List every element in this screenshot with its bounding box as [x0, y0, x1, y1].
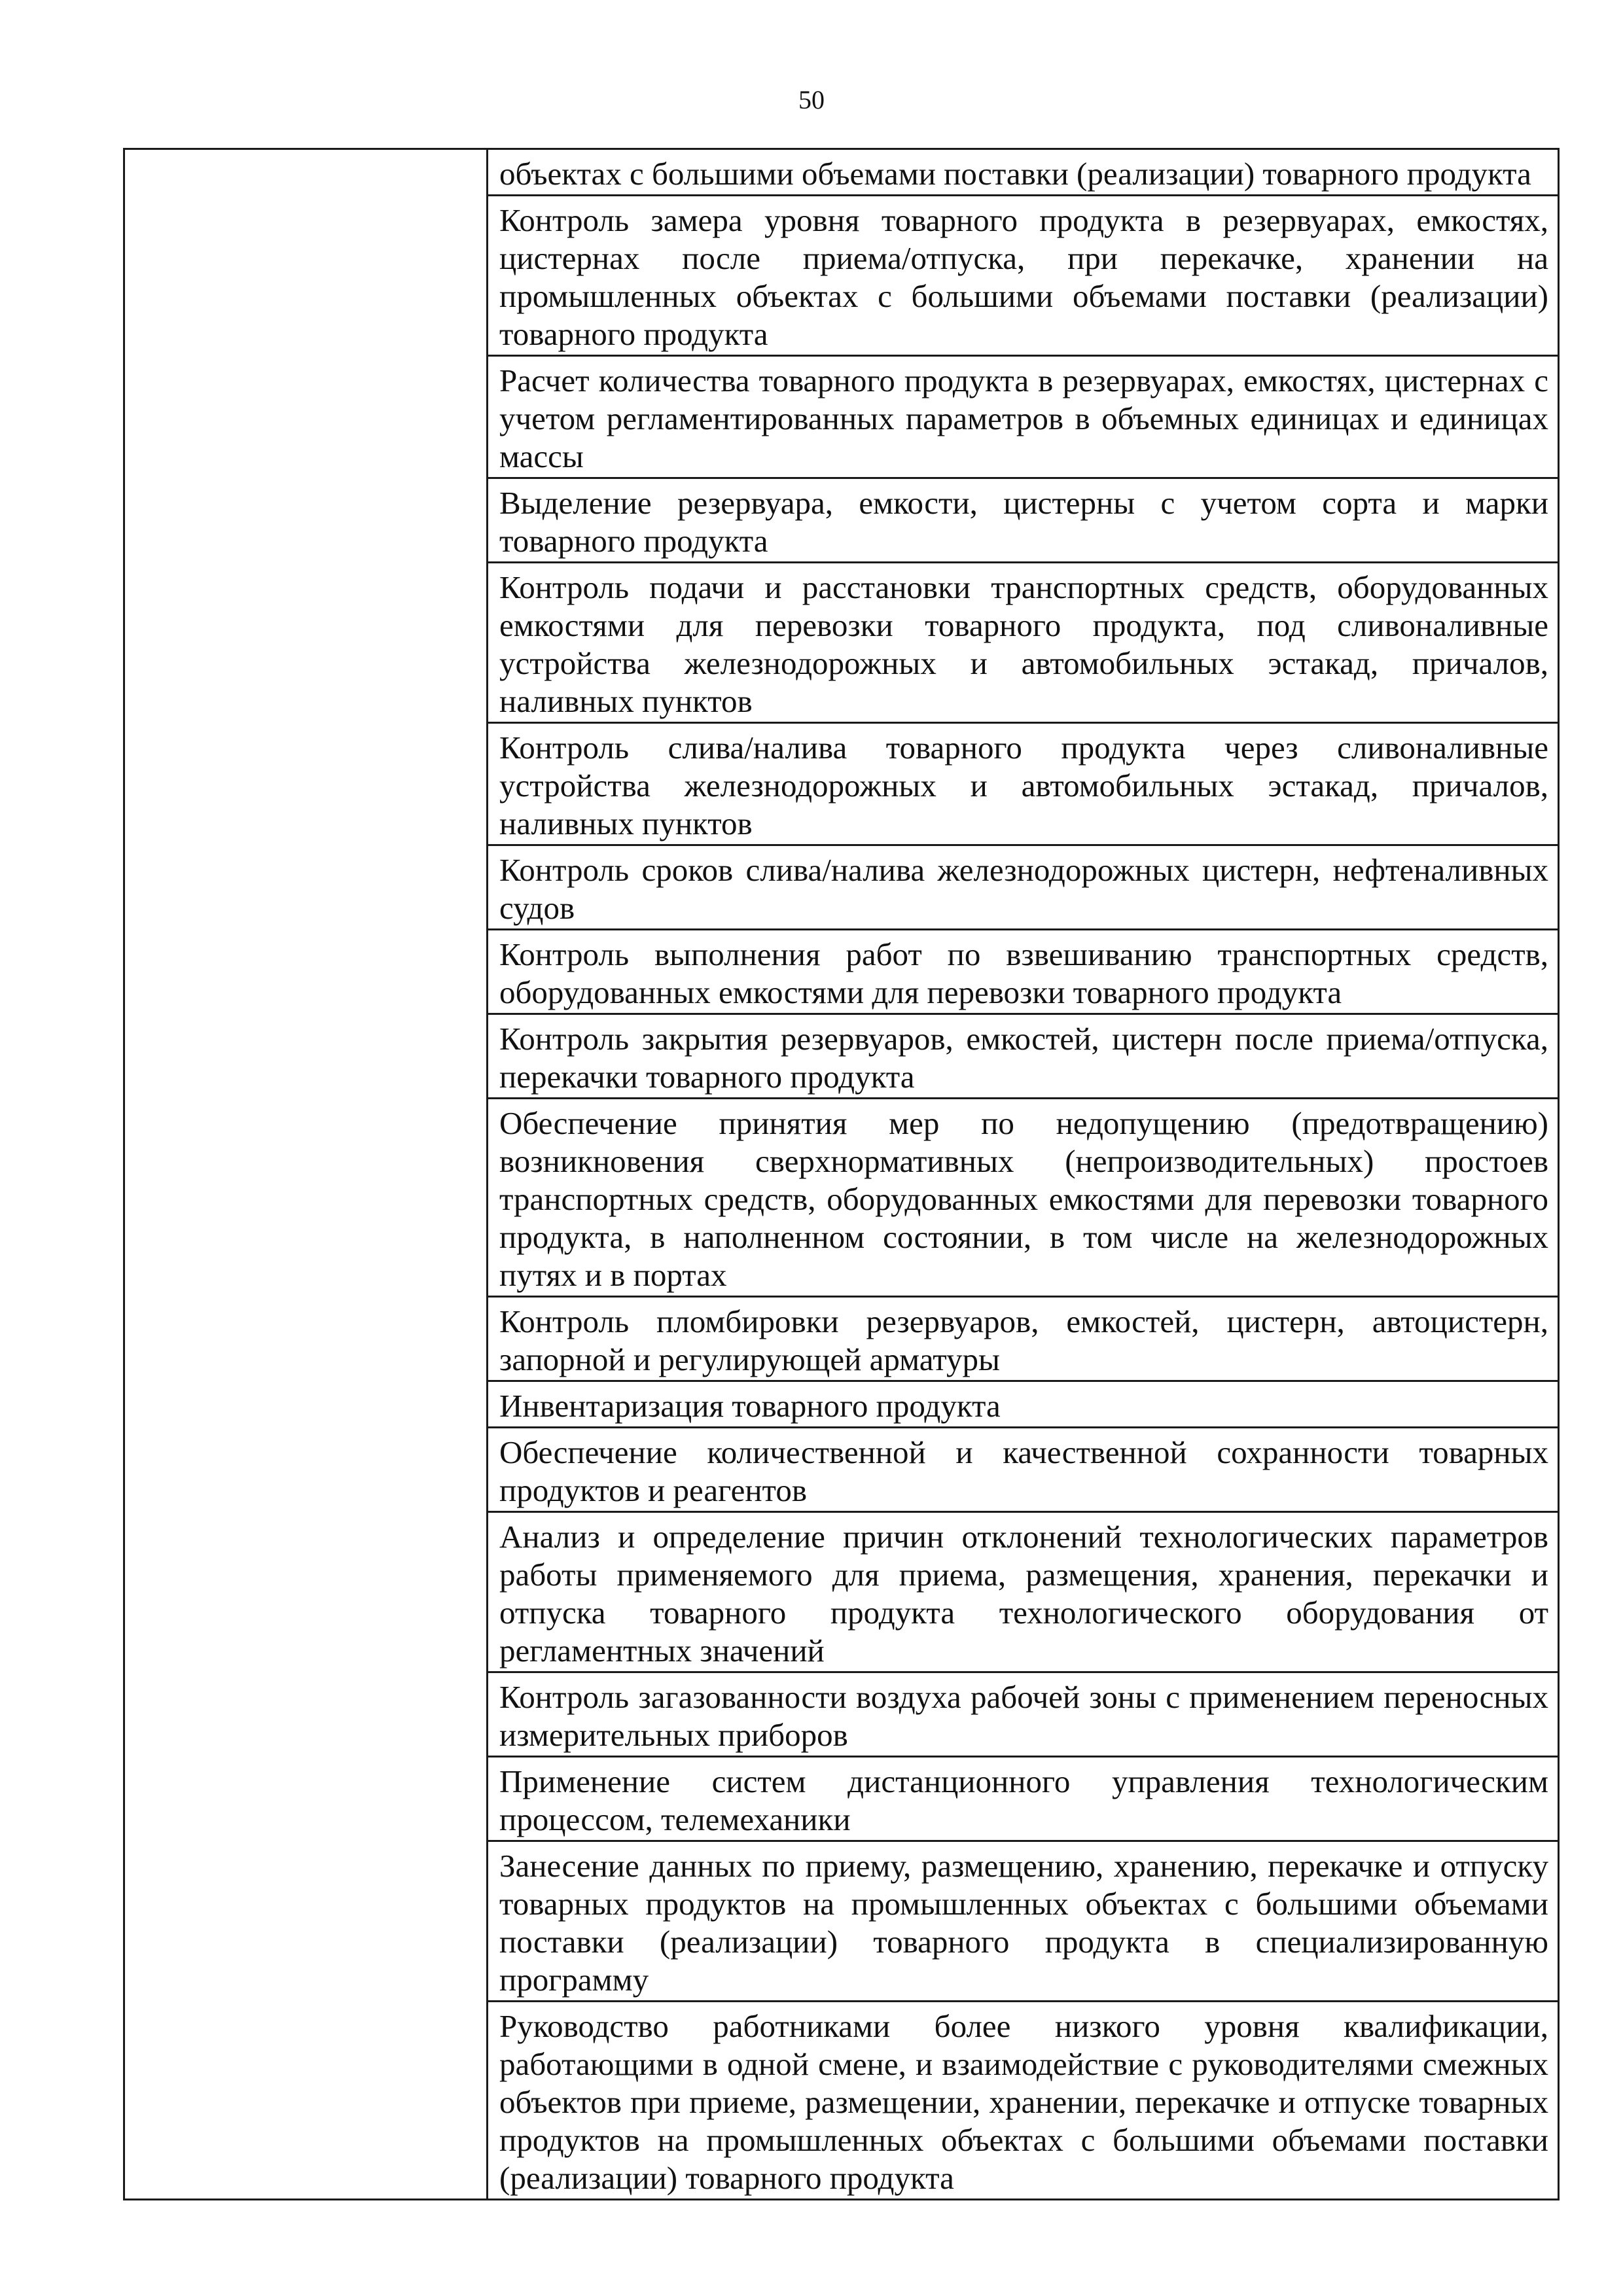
row-text: Контроль загазованности воздуха рабочей зоны с применением переносных измерительных приборов [499, 1679, 1548, 1753]
row-text: Руководство работниками более низкого уровня квалификации, работающими в одной смене, и взаимодействие с руководителями смежных объектов при приеме, размещении, хранении, перекачке и отпуске товарных продуктов на промышленных объектах с большими объемами поставки (реализации) товарного продукта [499, 2008, 1548, 2196]
table-cell [488, 723, 1559, 845]
row-text: Применение систем дистанционного управления технологическим процессом, телемеханики [499, 1763, 1548, 1837]
row-text: Контроль замера уровня товарного продукта в резервуарах, емкостях, цистернах после приема/отпуска, при перекачке, хранении на промышленных объектах с большими объемами поставки (реализации) товарного продукта [499, 202, 1548, 352]
table-cell [488, 930, 1559, 1014]
row-text: Контроль сроков слива/налива железнодорожных цистерн, нефтеналивных судов [499, 852, 1548, 926]
table-cell [488, 1381, 1559, 1428]
table-cell [488, 1841, 1559, 2002]
table-cell [488, 149, 1559, 196]
row-text: Инвентаризация товарного продукта [499, 1388, 1001, 1424]
table-cell [488, 1672, 1559, 1757]
row-text: Контроль подачи и расстановки транспортных средств, оборудованных емкостями для перевозки товарного продукта, под сливоналивные устройства железнодорожных и автомобильных эстакад, причалов, наливных пунктов [499, 569, 1548, 719]
row-text: объектах с большими объемами поставки (реализации) товарного продукта [499, 156, 1531, 192]
table-cell [488, 196, 1559, 356]
table-cell [488, 563, 1559, 723]
table-cell [488, 1014, 1559, 1099]
page-number: 50 [798, 85, 825, 115]
row-text: Контроль закрытия резервуаров, емкостей, цистерн после приема/отпуска, перекачки товарного продукта [499, 1021, 1548, 1095]
labor-functions-table [123, 148, 1560, 2200]
table-cell [488, 478, 1559, 563]
row-text: Контроль выполнения работ по взвешиванию транспортных средств, оборудованных емкостями для перевозки товарного продукта [499, 936, 1548, 1010]
row-text: Занесение данных по приему, размещению, хранению, перекачке и отпуску товарных продуктов на промышленных объектах с большими объемами поставки (реализации) товарного продукта в специализированную программу [499, 1848, 1548, 1998]
row-text: Анализ и определение причин отклонений технологических параметров работы применяемого для приема, размещения, хранения, перекачки и отпуска товарного продукта технологического оборудования от регламентных значений [499, 1519, 1548, 1669]
row-text: Расчет количества товарного продукта в резервуарах, емкостях, цистернах с учетом регламентированных параметров в объемных единицах и единицах массы [499, 362, 1548, 474]
left-column-cell [124, 149, 488, 2200]
row-text: Обеспечение количественной и качественной сохранности товарных продуктов и реагентов [499, 1434, 1548, 1508]
table-row [124, 149, 1559, 196]
table-cell [488, 1512, 1559, 1672]
row-text: Обеспечение принятия мер по недопущению (предотвращению) возникновения сверхнормативных (непроизводительных) простоев транспортных средств, оборудованных емкостями для перевозки товарного продукта, в наполненном состоянии, в том числе на железнодорожных путях и в портах [499, 1105, 1548, 1293]
table-cell [488, 1757, 1559, 1841]
row-text: Контроль пломбировки резервуаров, емкостей, цистерн, автоцистерн, запорной и регулирующей арматуры [499, 1303, 1548, 1377]
table-cell [488, 1099, 1559, 1297]
table-cell [488, 845, 1559, 930]
table-cell [488, 356, 1559, 478]
table-cell [488, 2002, 1559, 2200]
row-text: Контроль слива/налива товарного продукта через сливоналивные устройства железнодорожных и автомобильных эстакад, причалов, наливных пунктов [499, 730, 1548, 841]
table-cell [488, 1428, 1559, 1512]
row-text: Выделение резервуара, емкости, цистерны с учетом сорта и марки товарного продукта [499, 485, 1548, 559]
table-cell [488, 1297, 1559, 1381]
